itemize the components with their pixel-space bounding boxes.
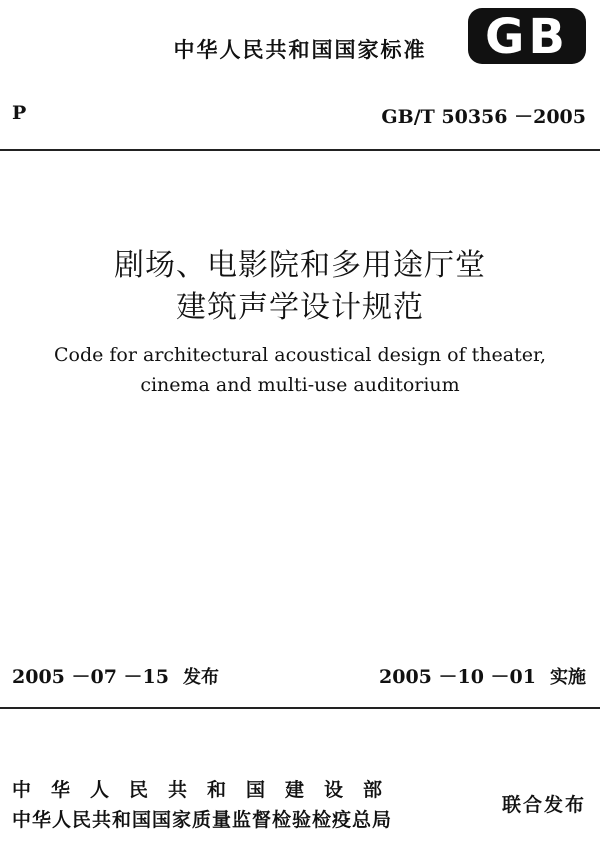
implement-label: 实施: [550, 667, 586, 688]
issue-date: 2005 －07 －15: [12, 666, 169, 688]
implement-date-block: [379, 662, 586, 689]
category-code: P: [12, 102, 27, 124]
national-standard-heading: 中华人民共和国国家标准: [173, 38, 427, 62]
publisher-ministry: 中华人民共和国建设部: [12, 779, 403, 801]
bottom-divider: [0, 707, 600, 709]
top-divider: [0, 149, 600, 151]
issue-label: 发布: [183, 667, 219, 688]
publisher-aqsiq: 中华人民共和国国家质量监督检验检疫总局: [12, 809, 393, 831]
standard-number: GB/T 50356 －2005: [381, 106, 586, 128]
implement-date: 2005 －10 －01: [379, 666, 536, 688]
english-title-line1: Code for architectural acoustical design of theater,: [53, 344, 547, 366]
issue-date-block: [12, 662, 219, 689]
english-title-line2: cinema and multi-use auditorium: [140, 374, 460, 396]
joint-release-label: 联合发布: [501, 794, 586, 816]
chinese-title-line2: 建筑声学设计规范: [176, 290, 424, 325]
gb-logo: [466, 6, 588, 66]
gb-logo-text: GB: [485, 9, 569, 65]
chinese-title-line1: 剧场、电影院和多用途厅堂: [114, 248, 486, 283]
